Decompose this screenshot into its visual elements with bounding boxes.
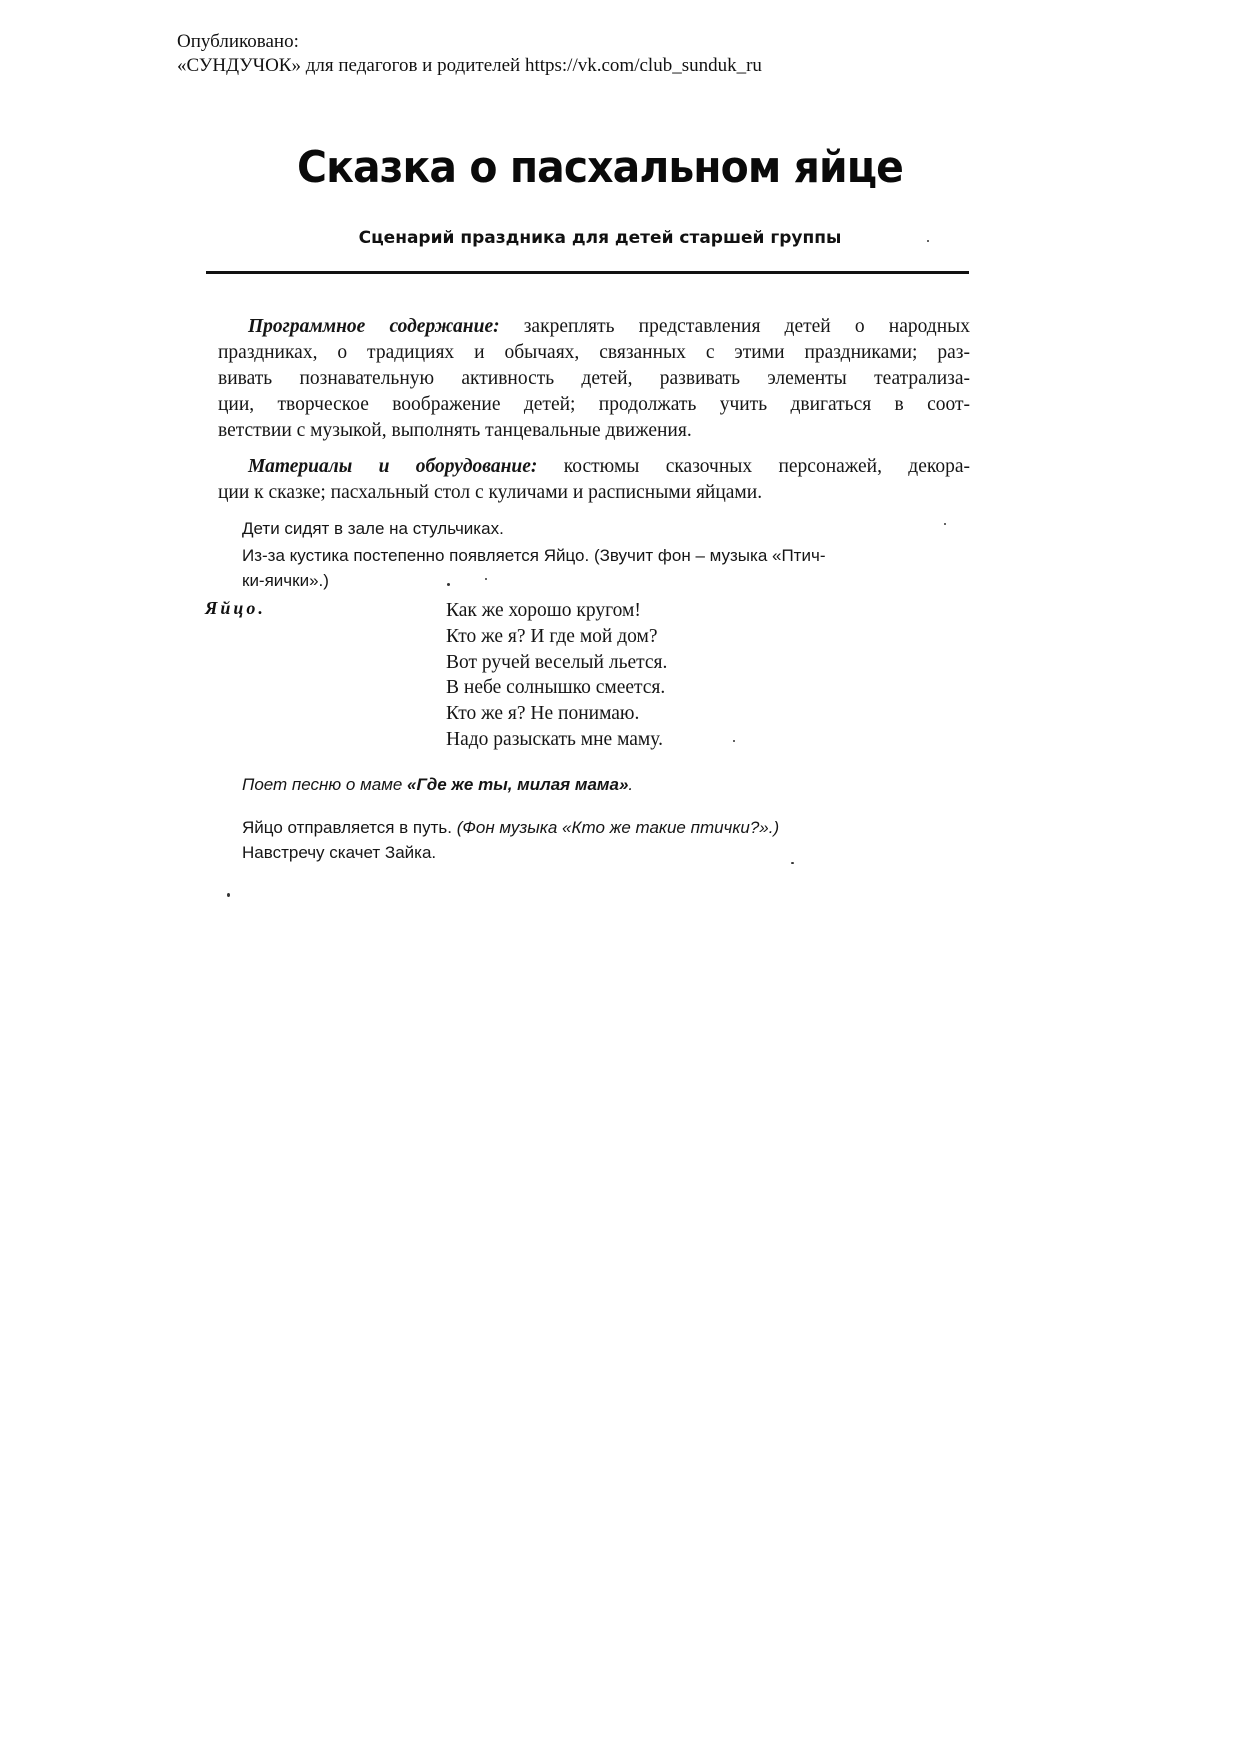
program-paragraph	[218, 314, 970, 444]
page-title: Сказка о пасхальном яйце	[297, 142, 903, 193]
verse-block	[446, 598, 667, 753]
song-suffix: .	[628, 775, 634, 794]
title-divider	[206, 271, 969, 274]
scan-speck	[485, 578, 487, 580]
verse-line: Кто же я? И где мой дом?	[446, 625, 658, 647]
scan-speck	[927, 240, 929, 242]
published-label: Опубликовано:	[177, 31, 299, 52]
journey-music: (Фон музыка «Кто же такие птички?».)	[456, 818, 780, 837]
scan-speck	[447, 583, 450, 586]
scan-speck	[791, 862, 794, 864]
program-line: ветствии с музыкой, выполнять танцевальные движения.	[218, 420, 692, 441]
stage-direction: ки-яички».)	[242, 571, 329, 590]
verse-line: Надо разыскать мне маму.	[446, 728, 663, 750]
program-line	[218, 314, 970, 340]
materials-line	[218, 454, 970, 480]
program-line: вивать познавательную активность детей, развивать элементы театрализа-	[218, 368, 970, 389]
program-text: закреплять представления детей о народных	[499, 316, 970, 337]
journey-text: Яйцо отправляется в путь.	[242, 818, 457, 837]
page-subtitle: Сценарий праздника для детей старшей группы	[358, 228, 842, 248]
program-line: ции, творческое воображение детей; продолжать учить двигаться в соот-	[218, 394, 970, 415]
scan-speck	[733, 740, 735, 742]
song-direction	[242, 775, 633, 795]
journey-direction: Навстречу скачет Зайка.	[242, 843, 437, 862]
song-title: «Где же ты, милая мама»	[407, 775, 629, 794]
program-label: Программное содержание:	[248, 316, 500, 337]
verse-line: В небе солнышко смеется.	[446, 677, 666, 699]
scan-speck	[944, 523, 946, 525]
journey-direction	[242, 816, 779, 839]
published-note	[177, 30, 762, 78]
song-prefix: Поет песню о маме	[242, 775, 408, 794]
verse-line: Как же хорошо кругом!	[446, 600, 641, 621]
speaker-name: Яйцо.	[205, 598, 266, 618]
verse-line: Вот ручей веселый льется.	[446, 651, 668, 673]
stage-direction: Из-за кустика постепенно появляется Яйцо. (Звучит фон – музыка «Птич-	[242, 546, 826, 565]
materials-line: ции к сказке; пасхальный стол с куличами и расписными яйцами.	[218, 482, 763, 503]
materials-label: Материалы и оборудование:	[248, 456, 538, 477]
materials-text: костюмы сказочных персонажей, декора-	[537, 456, 970, 477]
scan-speck	[227, 893, 230, 897]
source-line: «СУНДУЧОК» для педагогов и родителей https://vk.com/club_sunduk_ru	[177, 55, 762, 76]
materials-paragraph	[218, 454, 970, 506]
verse-line: Кто же я? Не понимаю.	[446, 703, 640, 725]
stage-direction: Дети сидят в зале на стульчиках.	[242, 519, 504, 538]
program-line: праздниках, о традициях и обычаях, связанных с этими праздниками; раз-	[218, 342, 970, 363]
